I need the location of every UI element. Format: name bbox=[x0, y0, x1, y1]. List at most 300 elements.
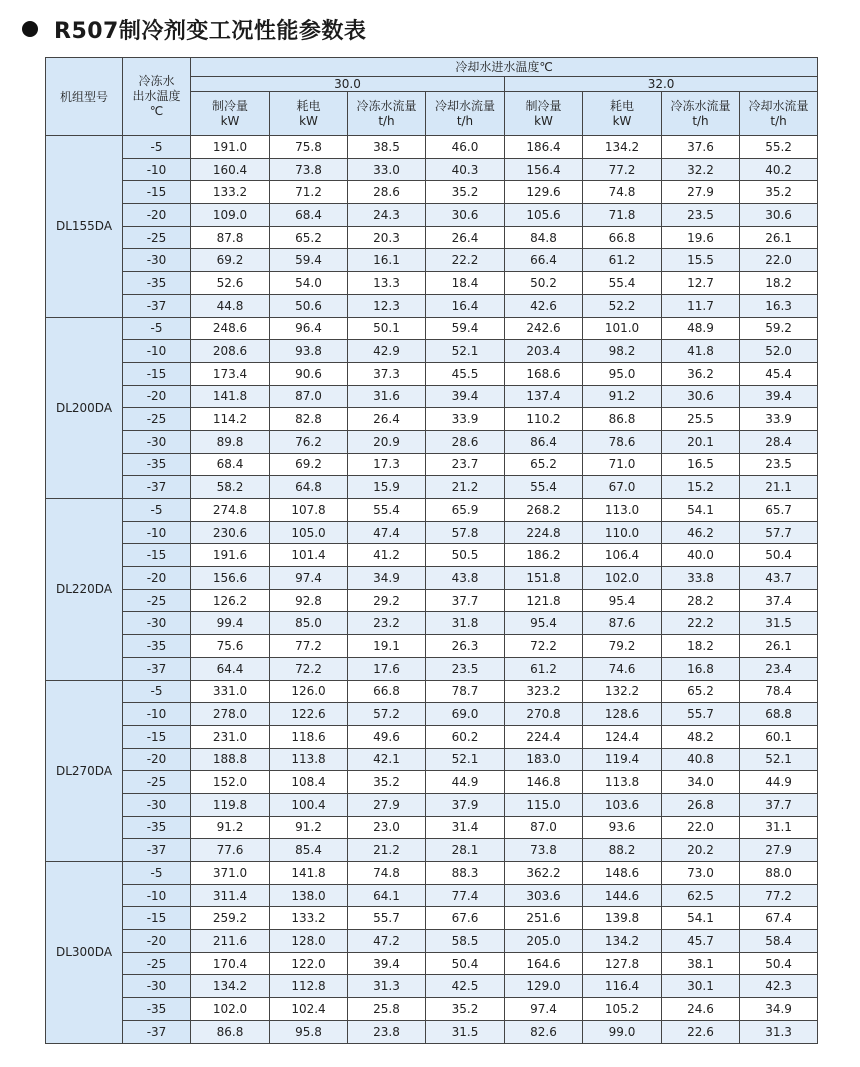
value-cell: 124.4 bbox=[583, 725, 662, 748]
value-cell: 105.0 bbox=[270, 521, 348, 544]
value-cell: 22.0 bbox=[662, 816, 740, 839]
value-cell: 20.2 bbox=[662, 839, 740, 862]
value-cell: 98.2 bbox=[583, 340, 662, 363]
table-row bbox=[46, 930, 818, 953]
value-cell: 114.2 bbox=[191, 408, 270, 431]
value-cell: 31.6 bbox=[348, 385, 426, 408]
table-row bbox=[46, 703, 818, 726]
value-cell: 58.4 bbox=[740, 930, 818, 953]
value-cell: 31.3 bbox=[740, 1020, 818, 1043]
value-cell: 27.9 bbox=[662, 181, 740, 204]
value-cell: 37.9 bbox=[426, 793, 505, 816]
value-cell: 82.8 bbox=[270, 408, 348, 431]
value-cell: 77.2 bbox=[270, 635, 348, 658]
value-cell: 119.4 bbox=[583, 748, 662, 771]
value-cell: 87.0 bbox=[270, 385, 348, 408]
value-cell: 54.1 bbox=[662, 907, 740, 930]
value-cell: 99.4 bbox=[191, 612, 270, 635]
value-cell: 75.6 bbox=[191, 635, 270, 658]
value-cell: 54.0 bbox=[270, 272, 348, 295]
chilled-temp-cell: -15 bbox=[123, 725, 191, 748]
value-cell: 61.2 bbox=[583, 249, 662, 272]
value-cell: 75.8 bbox=[270, 136, 348, 159]
value-cell: 116.4 bbox=[583, 975, 662, 998]
value-cell: 101.4 bbox=[270, 544, 348, 567]
value-cell: 323.2 bbox=[505, 680, 583, 703]
value-cell: 24.3 bbox=[348, 204, 426, 227]
value-cell: 23.0 bbox=[348, 816, 426, 839]
value-cell: 141.8 bbox=[191, 385, 270, 408]
value-cell: 92.8 bbox=[270, 589, 348, 612]
table-row bbox=[46, 521, 818, 544]
value-cell: 28.1 bbox=[426, 839, 505, 862]
value-cell: 48.9 bbox=[662, 317, 740, 340]
column-header-unit: t/h bbox=[378, 113, 395, 128]
value-cell: 148.6 bbox=[583, 862, 662, 885]
value-cell: 173.4 bbox=[191, 362, 270, 385]
value-cell: 57.7 bbox=[740, 521, 818, 544]
column-header-unit: t/h bbox=[456, 113, 474, 128]
column-header-name: 冷冻水流量 bbox=[670, 98, 731, 113]
chilled-temp-cell: -15 bbox=[123, 362, 191, 385]
table-row bbox=[46, 499, 818, 522]
chilled-temp-cell: -10 bbox=[123, 158, 191, 181]
value-cell: 90.6 bbox=[270, 362, 348, 385]
value-cell: 55.4 bbox=[505, 476, 583, 499]
value-cell: 16.5 bbox=[662, 453, 740, 476]
value-cell: 242.6 bbox=[505, 317, 583, 340]
value-cell: 97.4 bbox=[505, 998, 583, 1021]
value-cell: 65.2 bbox=[662, 680, 740, 703]
value-cell: 129.6 bbox=[505, 181, 583, 204]
value-cell: 30.6 bbox=[740, 204, 818, 227]
value-cell: 26.4 bbox=[426, 226, 505, 249]
value-cell: 100.4 bbox=[270, 793, 348, 816]
value-cell: 251.6 bbox=[505, 907, 583, 930]
value-cell: 18.2 bbox=[740, 272, 818, 295]
value-cell: 37.4 bbox=[740, 589, 818, 612]
value-cell: 37.6 bbox=[662, 136, 740, 159]
value-cell: 31.5 bbox=[426, 1020, 505, 1043]
value-cell: 113.0 bbox=[583, 499, 662, 522]
value-cell: 72.2 bbox=[505, 635, 583, 658]
column-header bbox=[426, 92, 505, 136]
value-cell: 371.0 bbox=[191, 862, 270, 885]
value-cell: 40.8 bbox=[662, 748, 740, 771]
value-cell: 25.5 bbox=[662, 408, 740, 431]
value-cell: 73.8 bbox=[505, 839, 583, 862]
value-cell: 66.4 bbox=[505, 249, 583, 272]
value-cell: 86.8 bbox=[191, 1020, 270, 1043]
chilled-temp-cell: -20 bbox=[123, 748, 191, 771]
chilled-temp-cell: -35 bbox=[123, 272, 191, 295]
value-cell: 68.8 bbox=[740, 703, 818, 726]
value-cell: 28.6 bbox=[426, 430, 505, 453]
value-cell: 20.3 bbox=[348, 226, 426, 249]
model-column-header: 机组型号 bbox=[46, 58, 123, 136]
value-cell: 35.2 bbox=[426, 998, 505, 1021]
value-cell: 45.5 bbox=[426, 362, 505, 385]
value-cell: 52.1 bbox=[426, 340, 505, 363]
column-header bbox=[191, 92, 270, 136]
value-cell: 119.8 bbox=[191, 793, 270, 816]
chilled-temp-cell: -5 bbox=[123, 499, 191, 522]
value-cell: 61.2 bbox=[505, 657, 583, 680]
value-cell: 17.6 bbox=[348, 657, 426, 680]
value-cell: 151.8 bbox=[505, 567, 583, 590]
value-cell: 44.9 bbox=[740, 771, 818, 794]
value-cell: 105.6 bbox=[505, 204, 583, 227]
value-cell: 37.7 bbox=[426, 589, 505, 612]
chilled-temp-cell: -15 bbox=[123, 181, 191, 204]
value-cell: 102.0 bbox=[583, 567, 662, 590]
table-row bbox=[46, 657, 818, 680]
value-cell: 126.2 bbox=[191, 589, 270, 612]
value-cell: 95.0 bbox=[583, 362, 662, 385]
chilled-temp-cell: -30 bbox=[123, 975, 191, 998]
value-cell: 95.8 bbox=[270, 1020, 348, 1043]
table-row bbox=[46, 680, 818, 703]
value-cell: 87.6 bbox=[583, 612, 662, 635]
value-cell: 54.1 bbox=[662, 499, 740, 522]
value-cell: 21.1 bbox=[740, 476, 818, 499]
chilled-temp-cell: -20 bbox=[123, 204, 191, 227]
value-cell: 25.8 bbox=[348, 998, 426, 1021]
value-cell: 13.3 bbox=[348, 272, 426, 295]
value-cell: 28.6 bbox=[348, 181, 426, 204]
value-cell: 16.8 bbox=[662, 657, 740, 680]
value-cell: 37.3 bbox=[348, 362, 426, 385]
value-cell: 91.2 bbox=[583, 385, 662, 408]
table-row bbox=[46, 430, 818, 453]
value-cell: 73.0 bbox=[662, 862, 740, 885]
page-title: R507制冷剂变工况性能参数表 bbox=[54, 18, 367, 44]
value-cell: 38.5 bbox=[348, 136, 426, 159]
chilled-temp-cell: -10 bbox=[123, 884, 191, 907]
table-row bbox=[46, 635, 818, 658]
value-cell: 12.7 bbox=[662, 272, 740, 295]
table-row bbox=[46, 612, 818, 635]
value-cell: 64.4 bbox=[191, 657, 270, 680]
column-header-name: 制冷量 bbox=[525, 98, 562, 113]
value-cell: 35.2 bbox=[348, 771, 426, 794]
value-cell: 60.1 bbox=[740, 725, 818, 748]
column-header-name: 制冷量 bbox=[211, 98, 248, 113]
value-cell: 34.9 bbox=[740, 998, 818, 1021]
value-cell: 139.8 bbox=[583, 907, 662, 930]
table-row bbox=[46, 385, 818, 408]
column-header-unit: t/h bbox=[770, 113, 787, 128]
value-cell: 73.8 bbox=[270, 158, 348, 181]
value-cell: 31.3 bbox=[348, 975, 426, 998]
title-row bbox=[22, 12, 366, 46]
model-name-cell: DL300DA bbox=[46, 862, 123, 1044]
value-cell: 33.8 bbox=[662, 567, 740, 590]
value-cell: 72.2 bbox=[270, 657, 348, 680]
value-cell: 160.4 bbox=[191, 158, 270, 181]
value-cell: 21.2 bbox=[348, 839, 426, 862]
value-cell: 23.4 bbox=[740, 657, 818, 680]
value-cell: 17.3 bbox=[348, 453, 426, 476]
value-cell: 74.6 bbox=[583, 657, 662, 680]
table-row bbox=[46, 408, 818, 431]
value-cell: 102.4 bbox=[270, 998, 348, 1021]
value-cell: 23.5 bbox=[740, 453, 818, 476]
value-cell: 50.4 bbox=[740, 544, 818, 567]
value-cell: 126.0 bbox=[270, 680, 348, 703]
value-cell: 20.9 bbox=[348, 430, 426, 453]
value-cell: 67.4 bbox=[740, 907, 818, 930]
value-cell: 26.4 bbox=[348, 408, 426, 431]
value-cell: 141.8 bbox=[270, 862, 348, 885]
column-header-name: 冷冻水流量 bbox=[356, 98, 417, 113]
value-cell: 128.6 bbox=[583, 703, 662, 726]
value-cell: 248.6 bbox=[191, 317, 270, 340]
table-row bbox=[46, 748, 818, 771]
table-row bbox=[46, 567, 818, 590]
value-cell: 33.9 bbox=[740, 408, 818, 431]
value-cell: 129.0 bbox=[505, 975, 583, 998]
model-name-cell: DL200DA bbox=[46, 317, 123, 499]
value-cell: 97.4 bbox=[270, 567, 348, 590]
value-cell: 42.9 bbox=[348, 340, 426, 363]
value-cell: 231.0 bbox=[191, 725, 270, 748]
chilled-temp-cell: -20 bbox=[123, 930, 191, 953]
value-cell: 50.4 bbox=[740, 952, 818, 975]
value-cell: 88.2 bbox=[583, 839, 662, 862]
value-cell: 71.2 bbox=[270, 181, 348, 204]
value-cell: 18.2 bbox=[662, 635, 740, 658]
value-cell: 109.0 bbox=[191, 204, 270, 227]
chilled-temp-cell: -30 bbox=[123, 249, 191, 272]
value-cell: 21.2 bbox=[426, 476, 505, 499]
value-cell: 46.2 bbox=[662, 521, 740, 544]
cooling-temp-group-30: 30.0 bbox=[191, 77, 505, 92]
value-cell: 88.3 bbox=[426, 862, 505, 885]
table-row bbox=[46, 839, 818, 862]
value-cell: 16.3 bbox=[740, 294, 818, 317]
value-cell: 77.6 bbox=[191, 839, 270, 862]
value-cell: 52.0 bbox=[740, 340, 818, 363]
table-row bbox=[46, 544, 818, 567]
value-cell: 23.5 bbox=[662, 204, 740, 227]
value-cell: 69.2 bbox=[191, 249, 270, 272]
value-cell: 95.4 bbox=[583, 589, 662, 612]
value-cell: 57.8 bbox=[426, 521, 505, 544]
value-cell: 59.4 bbox=[426, 317, 505, 340]
chilled-temp-cell: -25 bbox=[123, 952, 191, 975]
value-cell: 32.2 bbox=[662, 158, 740, 181]
value-cell: 146.8 bbox=[505, 771, 583, 794]
value-cell: 62.5 bbox=[662, 884, 740, 907]
value-cell: 42.5 bbox=[426, 975, 505, 998]
value-cell: 33.9 bbox=[426, 408, 505, 431]
chilled-temp-cell: -35 bbox=[123, 998, 191, 1021]
column-header-unit: kW bbox=[220, 113, 240, 128]
value-cell: 31.5 bbox=[740, 612, 818, 635]
value-cell: 31.1 bbox=[740, 816, 818, 839]
column-header-name: 冷却水流量 bbox=[434, 98, 495, 113]
value-cell: 23.2 bbox=[348, 612, 426, 635]
chilled-temp-cell: -25 bbox=[123, 589, 191, 612]
value-cell: 133.2 bbox=[270, 907, 348, 930]
value-cell: 77.2 bbox=[583, 158, 662, 181]
table-row bbox=[46, 226, 818, 249]
value-cell: 362.2 bbox=[505, 862, 583, 885]
chilled-temp-cell: -30 bbox=[123, 612, 191, 635]
value-cell: 205.0 bbox=[505, 930, 583, 953]
table-row bbox=[46, 793, 818, 816]
table-row bbox=[46, 158, 818, 181]
table-row bbox=[46, 136, 818, 159]
column-header-name: 耗电 bbox=[296, 98, 321, 113]
value-cell: 18.4 bbox=[426, 272, 505, 295]
table-row bbox=[46, 771, 818, 794]
value-cell: 137.4 bbox=[505, 385, 583, 408]
value-cell: 45.4 bbox=[740, 362, 818, 385]
chilled-temp-cell: -20 bbox=[123, 567, 191, 590]
table-row bbox=[46, 998, 818, 1021]
value-cell: 52.6 bbox=[191, 272, 270, 295]
value-cell: 38.1 bbox=[662, 952, 740, 975]
value-cell: 86.8 bbox=[583, 408, 662, 431]
value-cell: 132.2 bbox=[583, 680, 662, 703]
value-cell: 26.1 bbox=[740, 635, 818, 658]
value-cell: 77.4 bbox=[426, 884, 505, 907]
value-cell: 156.6 bbox=[191, 567, 270, 590]
value-cell: 42.1 bbox=[348, 748, 426, 771]
value-cell: 47.4 bbox=[348, 521, 426, 544]
value-cell: 66.8 bbox=[348, 680, 426, 703]
value-cell: 50.5 bbox=[426, 544, 505, 567]
value-cell: 65.2 bbox=[270, 226, 348, 249]
value-cell: 40.2 bbox=[740, 158, 818, 181]
chilled-temp-cell: -37 bbox=[123, 476, 191, 499]
column-header-unit: kW bbox=[534, 113, 553, 128]
value-cell: 91.2 bbox=[191, 816, 270, 839]
value-cell: 122.0 bbox=[270, 952, 348, 975]
value-cell: 42.6 bbox=[505, 294, 583, 317]
chilled-temp-cell: -10 bbox=[123, 521, 191, 544]
table-row bbox=[46, 249, 818, 272]
value-cell: 37.7 bbox=[740, 793, 818, 816]
value-cell: 23.8 bbox=[348, 1020, 426, 1043]
value-cell: 58.5 bbox=[426, 930, 505, 953]
table-row bbox=[46, 816, 818, 839]
value-cell: 78.7 bbox=[426, 680, 505, 703]
value-cell: 74.8 bbox=[348, 862, 426, 885]
value-cell: 15.9 bbox=[348, 476, 426, 499]
table-body bbox=[46, 136, 818, 1044]
value-cell: 33.0 bbox=[348, 158, 426, 181]
value-cell: 39.4 bbox=[740, 385, 818, 408]
value-cell: 134.2 bbox=[191, 975, 270, 998]
value-cell: 20.1 bbox=[662, 430, 740, 453]
value-cell: 112.8 bbox=[270, 975, 348, 998]
value-cell: 102.0 bbox=[191, 998, 270, 1021]
performance-table bbox=[45, 57, 818, 1044]
value-cell: 64.8 bbox=[270, 476, 348, 499]
value-cell: 65.7 bbox=[740, 499, 818, 522]
value-cell: 85.4 bbox=[270, 839, 348, 862]
value-cell: 52.1 bbox=[740, 748, 818, 771]
chilled-temp-cell: -5 bbox=[123, 862, 191, 885]
value-cell: 86.4 bbox=[505, 430, 583, 453]
table-row bbox=[46, 204, 818, 227]
value-cell: 41.2 bbox=[348, 544, 426, 567]
column-header bbox=[583, 92, 662, 136]
value-cell: 35.2 bbox=[426, 181, 505, 204]
value-cell: 65.9 bbox=[426, 499, 505, 522]
table-row bbox=[46, 294, 818, 317]
value-cell: 31.8 bbox=[426, 612, 505, 635]
chilled-temp-cell: -35 bbox=[123, 453, 191, 476]
column-header bbox=[348, 92, 426, 136]
value-cell: 101.0 bbox=[583, 317, 662, 340]
value-cell: 26.8 bbox=[662, 793, 740, 816]
value-cell: 191.0 bbox=[191, 136, 270, 159]
value-cell: 30.6 bbox=[426, 204, 505, 227]
chilled-temp-cell: -10 bbox=[123, 703, 191, 726]
model-name-cell: DL155DA bbox=[46, 136, 123, 318]
chilled-temp-cell: -5 bbox=[123, 317, 191, 340]
table-row bbox=[46, 975, 818, 998]
value-cell: 133.2 bbox=[191, 181, 270, 204]
table-row bbox=[46, 952, 818, 975]
value-cell: 39.4 bbox=[426, 385, 505, 408]
value-cell: 303.6 bbox=[505, 884, 583, 907]
value-cell: 108.4 bbox=[270, 771, 348, 794]
value-cell: 19.1 bbox=[348, 635, 426, 658]
chilled-temp-cell: -30 bbox=[123, 793, 191, 816]
chilled-temp-cell: -37 bbox=[123, 294, 191, 317]
value-cell: 22.0 bbox=[740, 249, 818, 272]
value-cell: 57.2 bbox=[348, 703, 426, 726]
value-cell: 52.1 bbox=[426, 748, 505, 771]
value-cell: 95.4 bbox=[505, 612, 583, 635]
value-cell: 50.1 bbox=[348, 317, 426, 340]
value-cell: 41.8 bbox=[662, 340, 740, 363]
value-cell: 67.0 bbox=[583, 476, 662, 499]
value-cell: 311.4 bbox=[191, 884, 270, 907]
value-cell: 186.2 bbox=[505, 544, 583, 567]
value-cell: 44.9 bbox=[426, 771, 505, 794]
column-header-name: 冷却水流量 bbox=[748, 98, 809, 113]
value-cell: 47.2 bbox=[348, 930, 426, 953]
value-cell: 65.2 bbox=[505, 453, 583, 476]
value-cell: 88.0 bbox=[740, 862, 818, 885]
value-cell: 77.2 bbox=[740, 884, 818, 907]
column-header-name: 耗电 bbox=[609, 98, 634, 113]
value-cell: 106.4 bbox=[583, 544, 662, 567]
value-cell: 186.4 bbox=[505, 136, 583, 159]
value-cell: 39.4 bbox=[348, 952, 426, 975]
value-cell: 22.6 bbox=[662, 1020, 740, 1043]
value-cell: 30.6 bbox=[662, 385, 740, 408]
value-cell: 28.2 bbox=[662, 589, 740, 612]
value-cell: 40.0 bbox=[662, 544, 740, 567]
value-cell: 105.2 bbox=[583, 998, 662, 1021]
value-cell: 76.2 bbox=[270, 430, 348, 453]
table-row bbox=[46, 317, 818, 340]
value-cell: 113.8 bbox=[583, 771, 662, 794]
table-row bbox=[46, 340, 818, 363]
value-cell: 34.0 bbox=[662, 771, 740, 794]
chilled-temp-cell: -5 bbox=[123, 680, 191, 703]
table-row bbox=[46, 362, 818, 385]
table-row bbox=[46, 862, 818, 885]
column-header-unit: kW bbox=[299, 113, 318, 128]
